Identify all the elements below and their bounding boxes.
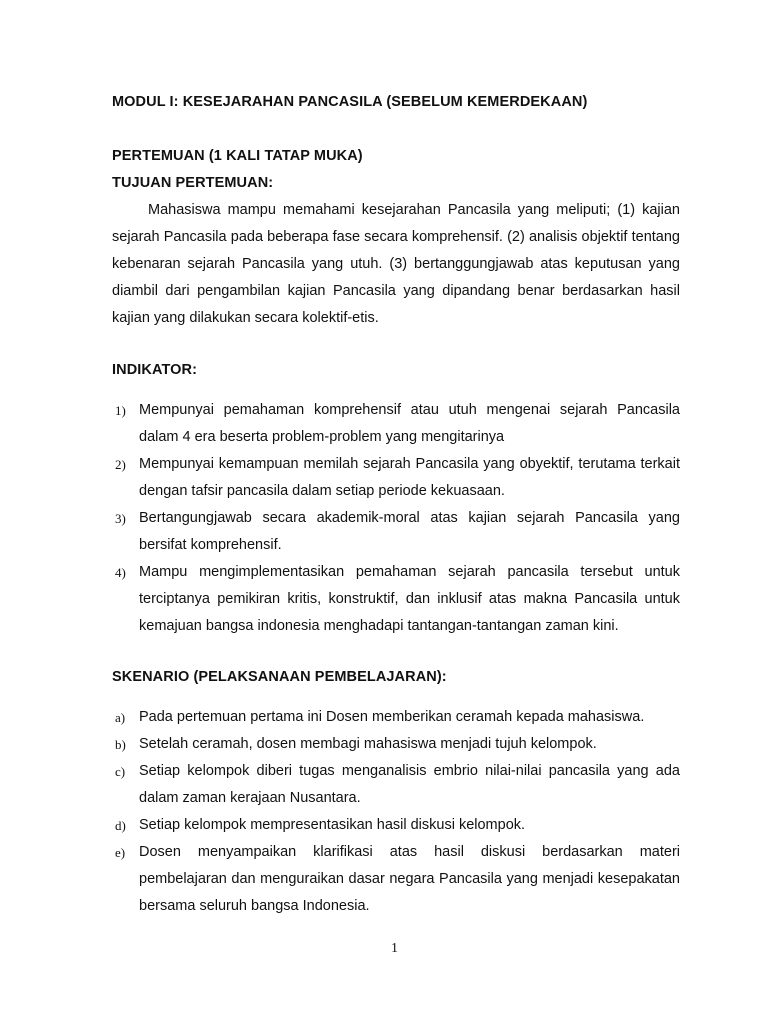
scenario-list xyxy=(112,704,680,920)
list-marker: a) xyxy=(115,710,126,725)
list-item-text: Mempunyai kemampuan memilah sejarah Pancasila yang obyektif, terutama terkait dengan tafsir pancasila dalam setiap periode kekuasaan. xyxy=(139,456,680,499)
list-marker: b) xyxy=(115,737,126,752)
scenario-heading: SKENARIO (PELAKSANAAN PEMBELAJARAN): xyxy=(112,669,447,685)
list-item-text: Setelah ceramah, dosen membagi mahasiswa menjadi tujuh kelompok. xyxy=(139,736,597,752)
list-marker: 3) xyxy=(115,511,126,526)
list-item xyxy=(112,704,680,731)
list-item xyxy=(112,559,680,640)
list-item-text: Pada pertemuan pertama ini Dosen memberikan ceramah kepada mahasiswa. xyxy=(139,709,645,725)
objective-heading: TUJUAN PERTEMUAN: xyxy=(112,175,274,191)
list-item xyxy=(112,451,680,505)
list-item xyxy=(112,397,680,451)
list-item-text: Setiap kelompok mempresentasikan hasil diskusi kelompok. xyxy=(139,817,526,833)
list-item-text: Setiap kelompok diberi tugas menganalisis embrio nilai-nilai pancasila yang ada dalam zaman kerajaan Nusantara. xyxy=(139,763,680,806)
indicator-list xyxy=(112,397,680,640)
list-marker: 2) xyxy=(115,457,126,472)
list-marker: e) xyxy=(115,845,126,860)
list-item xyxy=(112,505,680,559)
page-number: 1 xyxy=(391,941,398,956)
list-item-text: Dosen menyampaikan klarifikasi atas hasil diskusi berdasarkan materi pembelajaran dan menguraikan dasar negara Pancasila yang menjadi kesepakatan bersama seluruh bangsa Indonesia. xyxy=(139,844,680,914)
indicator-heading: INDIKATOR: xyxy=(112,362,198,378)
list-item xyxy=(112,758,680,812)
list-marker: d) xyxy=(115,818,126,833)
list-marker: c) xyxy=(115,764,126,779)
list-item-text: Bertangungjawab secara akademik-moral atas kajian sejarah Pancasila yang bersifat komprehensif. xyxy=(139,510,680,553)
module-title: MODUL I: KESEJARAHAN PANCASILA (SEBELUM KEMERDEKAAN) xyxy=(112,94,588,110)
list-item xyxy=(112,839,680,920)
list-item xyxy=(112,812,680,839)
meeting-heading: PERTEMUAN (1 KALI TATAP MUKA) xyxy=(112,148,363,164)
list-marker: 4) xyxy=(115,565,126,580)
list-item xyxy=(112,731,680,758)
objective-paragraph: Mahasiswa mampu memahami kesejarahan Pancasila yang meliputi; (1) kajian sejarah Pancasila pada beberapa fase secara komprehensif. (2) analisis objektif tentang kebenaran sejarah Pancasila yang utuh. (3) bertanggungjawab atas keputusan yang diambil dari pengambilan kajian Pancasila yang dipandang benar berdasarkan hasil kajian yang dilakukan secara kolektif-etis. xyxy=(112,202,680,326)
list-item-text: Mempunyai pemahaman komprehensif atau utuh mengenai sejarah Pancasila dalam 4 era beserta problem-problem yang mengitarinya xyxy=(139,402,680,445)
list-item-text: Mampu mengimplementasikan pemahaman sejarah pancasila tersebut untuk terciptanya pemikiran kritis, konstruktif, dan inklusif atas makna Pancasila untuk kemajuan bangsa indonesia menghadapi tantangan-tantangan zaman kini. xyxy=(139,564,680,634)
list-marker: 1) xyxy=(115,403,126,418)
